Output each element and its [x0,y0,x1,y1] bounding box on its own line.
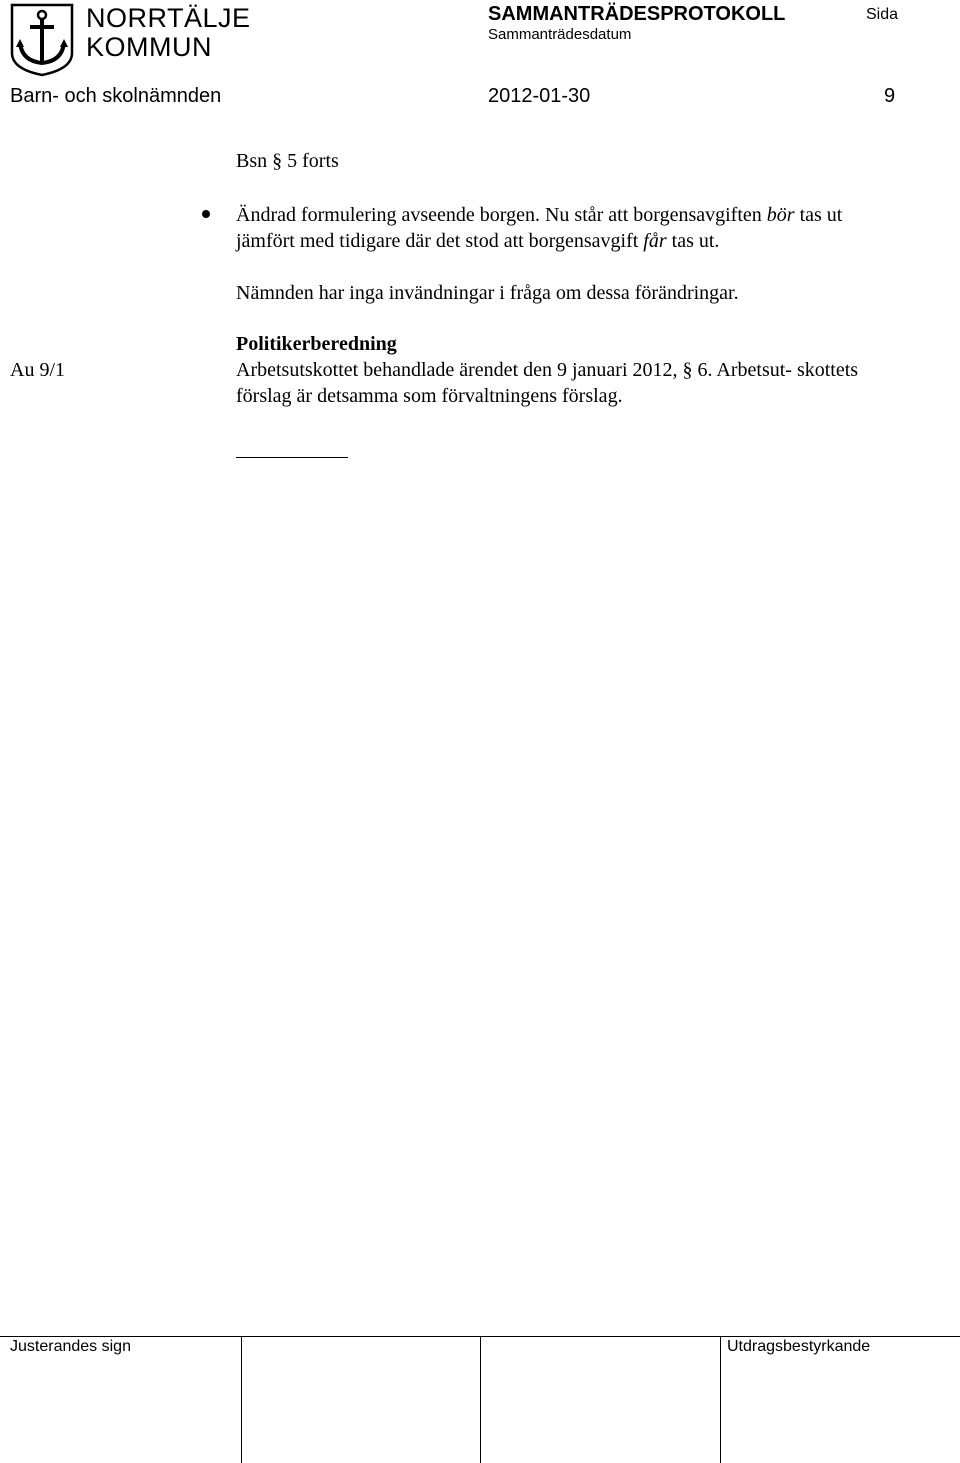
footer-divider [480,1336,481,1463]
bullet-paragraph [236,202,876,254]
municipality-name [86,4,251,62]
page-number: 9 [884,85,896,107]
bullet-text-part: tas ut. [666,230,720,252]
bullet-text-emphasis: får [643,230,667,252]
signature-field-label: Justerandes sign [10,1338,131,1355]
meeting-date-label: Sammanträdesdatum [488,26,632,43]
footer-divider [241,1336,242,1463]
meeting-date: 2012-01-30 [488,85,591,107]
committee-name: Barn- och skolnämnden [10,85,222,107]
bullet-text-part: tas ut jämfört med tidigare där det stod att borgensavgift [236,204,843,252]
page-label: Sida [866,6,899,23]
preparation-paragraph: Arbetsutskottet behandlade ärendet den 9 januari 2012, § 6. Arbetsut- skottets förslag är detsamma som förvaltningens förslag. [236,359,859,407]
anchor-coat-of-arms-icon [10,3,74,77]
municipality-name-line2: KOMMUN [86,32,212,62]
margin-reference: Au 9/1 [10,359,65,381]
bullet-dot-icon [202,210,210,218]
footer-divider [720,1336,721,1463]
committee-statement: Nämnden har inga invändningar i fråga om dessa förändringar. [236,282,739,304]
bullet-text-part: Ändrad formulering avseende borgen. Nu står att borgensavgiften [236,204,767,226]
bullet-text-emphasis: bör [766,204,795,226]
section-heading: Politikerberedning [236,333,397,355]
certification-field-label: Utdragsbestyrkande [727,1338,871,1355]
section-reference: Bsn § 5 forts [236,150,339,172]
document-title: SAMMANTRÄDESPROTOKOLL [488,3,786,25]
section-end-rule [236,457,348,458]
municipality-name-line1: NORRTÄLJE [86,3,251,33]
